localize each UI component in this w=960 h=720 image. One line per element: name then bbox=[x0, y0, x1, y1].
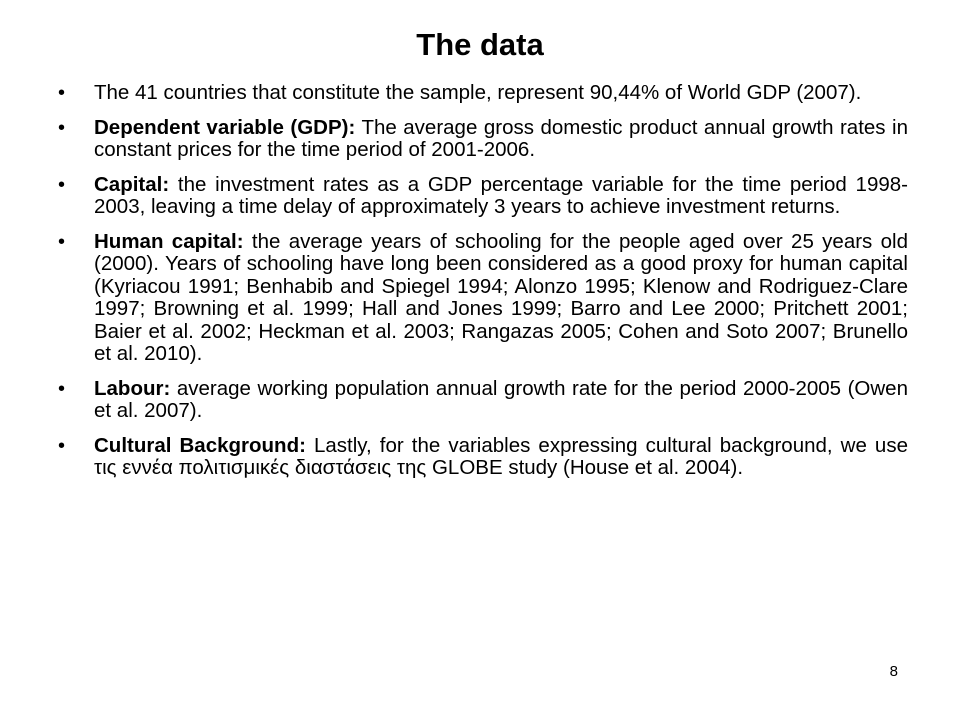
bullet-text: The 41 countries that constitute the sample, represent 90,44% of World GDP (2007). bbox=[94, 81, 862, 104]
bullet-label: Capital: bbox=[94, 172, 170, 196]
bullet-label: Dependent variable (GDP): bbox=[94, 115, 356, 139]
slide-title: The data bbox=[416, 27, 544, 62]
bullet-dot-icon: • bbox=[58, 82, 66, 104]
bullet-label: Labour: bbox=[94, 376, 171, 400]
bullet-sample bbox=[56, 82, 908, 105]
bullet-text: The average gross domestic product annual growth rates in constant prices for the time period of 2001-2006. bbox=[94, 115, 909, 161]
bullet-dependent-variable bbox=[56, 117, 908, 162]
bullet-list bbox=[56, 82, 908, 492]
bullet-dot-icon: • bbox=[58, 377, 66, 400]
bullet-text: the average years of schooling for the people aged over 25 years old (2000). Years of schooling have long been considered as a good proxy for human capital (Kyriacou 1991; Benhabib and Spiegel 1994; Alonzo 1995; Klenow and Rodriguez-Clare 1997; Browning et al. 1999; Hall and Jones 1999; Barro and Lee 2000; Pritchett 2001; Baier et al. 2002; Heckman et al. 2003; Rangazas 2005; Cohen and Soto 2007; Brunello et al. 2010). bbox=[94, 229, 908, 365]
bullet-labour bbox=[56, 378, 908, 423]
bullet-capital bbox=[56, 174, 908, 219]
bullet-dot-icon: • bbox=[58, 230, 66, 253]
bullet-text: Lastly, for the variables expressing cultural background, we use τις εννέα πολιτισμικές διαστάσεις της GLOBE study (House et al. 2004). bbox=[94, 433, 908, 479]
bullet-label: Cultural Background: bbox=[94, 433, 306, 457]
bullet-dot-icon: • bbox=[58, 173, 66, 196]
bullet-human-capital bbox=[56, 231, 908, 366]
page-number: 8 bbox=[889, 663, 898, 680]
bullet-dot-icon: • bbox=[58, 116, 66, 139]
bullet-dot-icon: • bbox=[58, 434, 66, 457]
bullet-label: Human capital: bbox=[94, 229, 244, 253]
bullet-cultural-background bbox=[56, 435, 908, 480]
bullet-text: the investment rates as a GDP percentage variable for the time period 1998-2003, leaving a time delay of approximately 3 years to achieve investment returns. bbox=[94, 172, 908, 218]
bullet-text: average working population annual growth rate for the period 2000-2005 (Owen et al. 2007). bbox=[94, 376, 908, 422]
